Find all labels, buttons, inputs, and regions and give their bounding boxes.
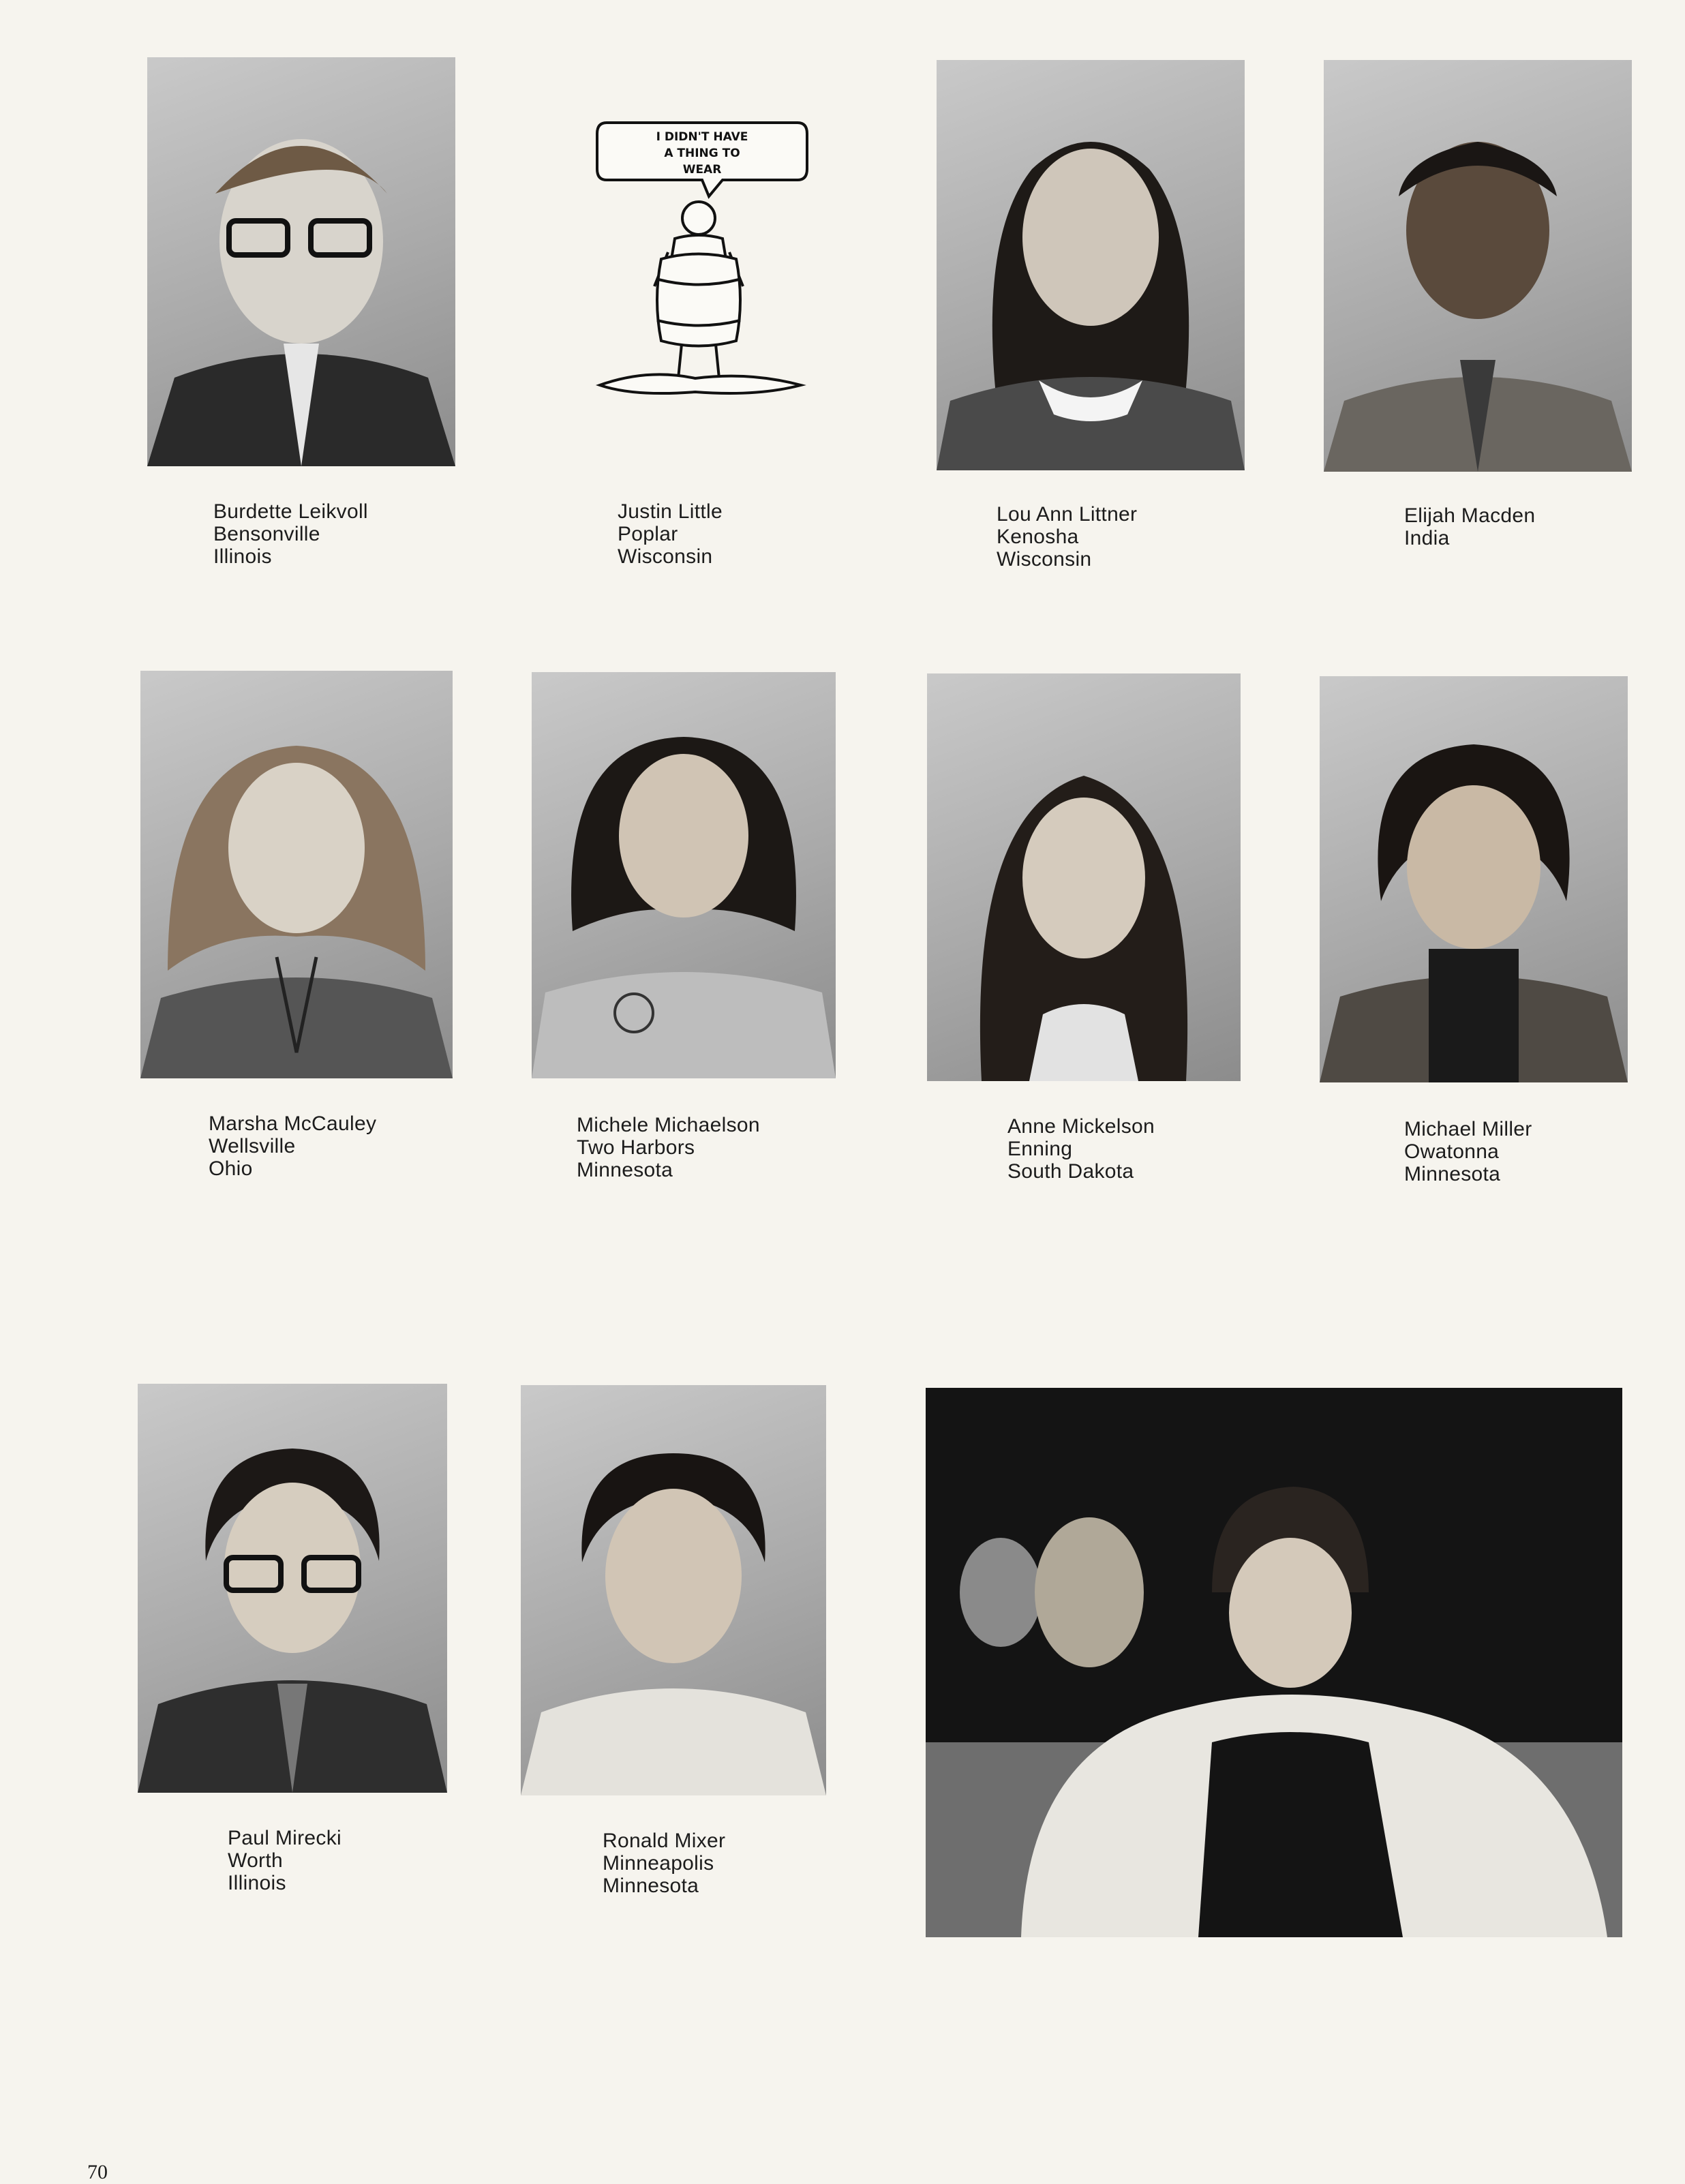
portrait-photo (937, 60, 1245, 470)
student-name: Anne Mickelson (1007, 1115, 1155, 1138)
student-name: Lou Ann Littner (997, 503, 1138, 526)
student-city: Two Harbors (577, 1136, 695, 1159)
student-state: Wisconsin (997, 548, 1092, 571)
student-caption (997, 503, 1137, 571)
portrait-photo (1324, 60, 1632, 472)
student-name: Michele Michaelson (577, 1114, 760, 1136)
student-city: Enning (1007, 1138, 1073, 1160)
student-state: Minnesota (603, 1875, 699, 1897)
student-state: Minnesota (577, 1159, 673, 1181)
student-state: Illinois (228, 1872, 286, 1894)
portrait-photo (140, 671, 453, 1078)
student-city: Owatonna (1404, 1140, 1500, 1163)
bubble-line-2: A THING TO (664, 147, 740, 160)
student-name: Burdette Leikvoll (213, 500, 368, 523)
student-city: Kenosha (997, 526, 1079, 548)
student-state: South Dakota (1007, 1160, 1134, 1183)
student-name: Paul Mirecki (228, 1827, 341, 1849)
student-caption (1007, 1115, 1155, 1183)
student-caption (603, 1830, 725, 1897)
student-name: Justin Little (618, 500, 723, 523)
barrel-cartoon (593, 116, 811, 402)
student-state: Ohio (209, 1157, 253, 1180)
portrait-photo (138, 1384, 447, 1793)
student-state: Illinois (213, 545, 272, 568)
student-city: Wellsville (209, 1135, 296, 1157)
student-caption (577, 1114, 760, 1181)
student-city: Poplar (618, 523, 678, 545)
student-name: Ronald Mixer (603, 1830, 726, 1852)
portrait-photo (147, 57, 455, 466)
portrait-photo (1320, 676, 1628, 1082)
student-caption (228, 1827, 341, 1894)
portrait-photo (521, 1385, 826, 1795)
page-number: 70 (87, 2161, 108, 2183)
student-caption (213, 500, 368, 568)
student-caption (618, 500, 723, 568)
portrait-photo (532, 672, 836, 1078)
student-city: Bensonville (213, 523, 320, 545)
student-state: Wisconsin (618, 545, 713, 568)
student-name: Marsha McCauley (209, 1112, 377, 1135)
bubble-line-1: I DIDN'T HAVE (656, 130, 748, 144)
portrait-photo (927, 673, 1241, 1081)
student-state: Minnesota (1404, 1163, 1501, 1185)
student-name: Elijah Macden (1404, 504, 1536, 527)
candid-photo (926, 1388, 1622, 1937)
student-caption (1404, 1118, 1532, 1185)
student-name: Michael Miller (1404, 1118, 1532, 1140)
student-caption (209, 1112, 376, 1180)
student-city: Minneapolis (603, 1852, 714, 1875)
bubble-line-3: WEAR (682, 163, 722, 177)
student-caption (1404, 504, 1535, 549)
student-city: India (1404, 527, 1450, 549)
student-city: Worth (228, 1849, 283, 1872)
